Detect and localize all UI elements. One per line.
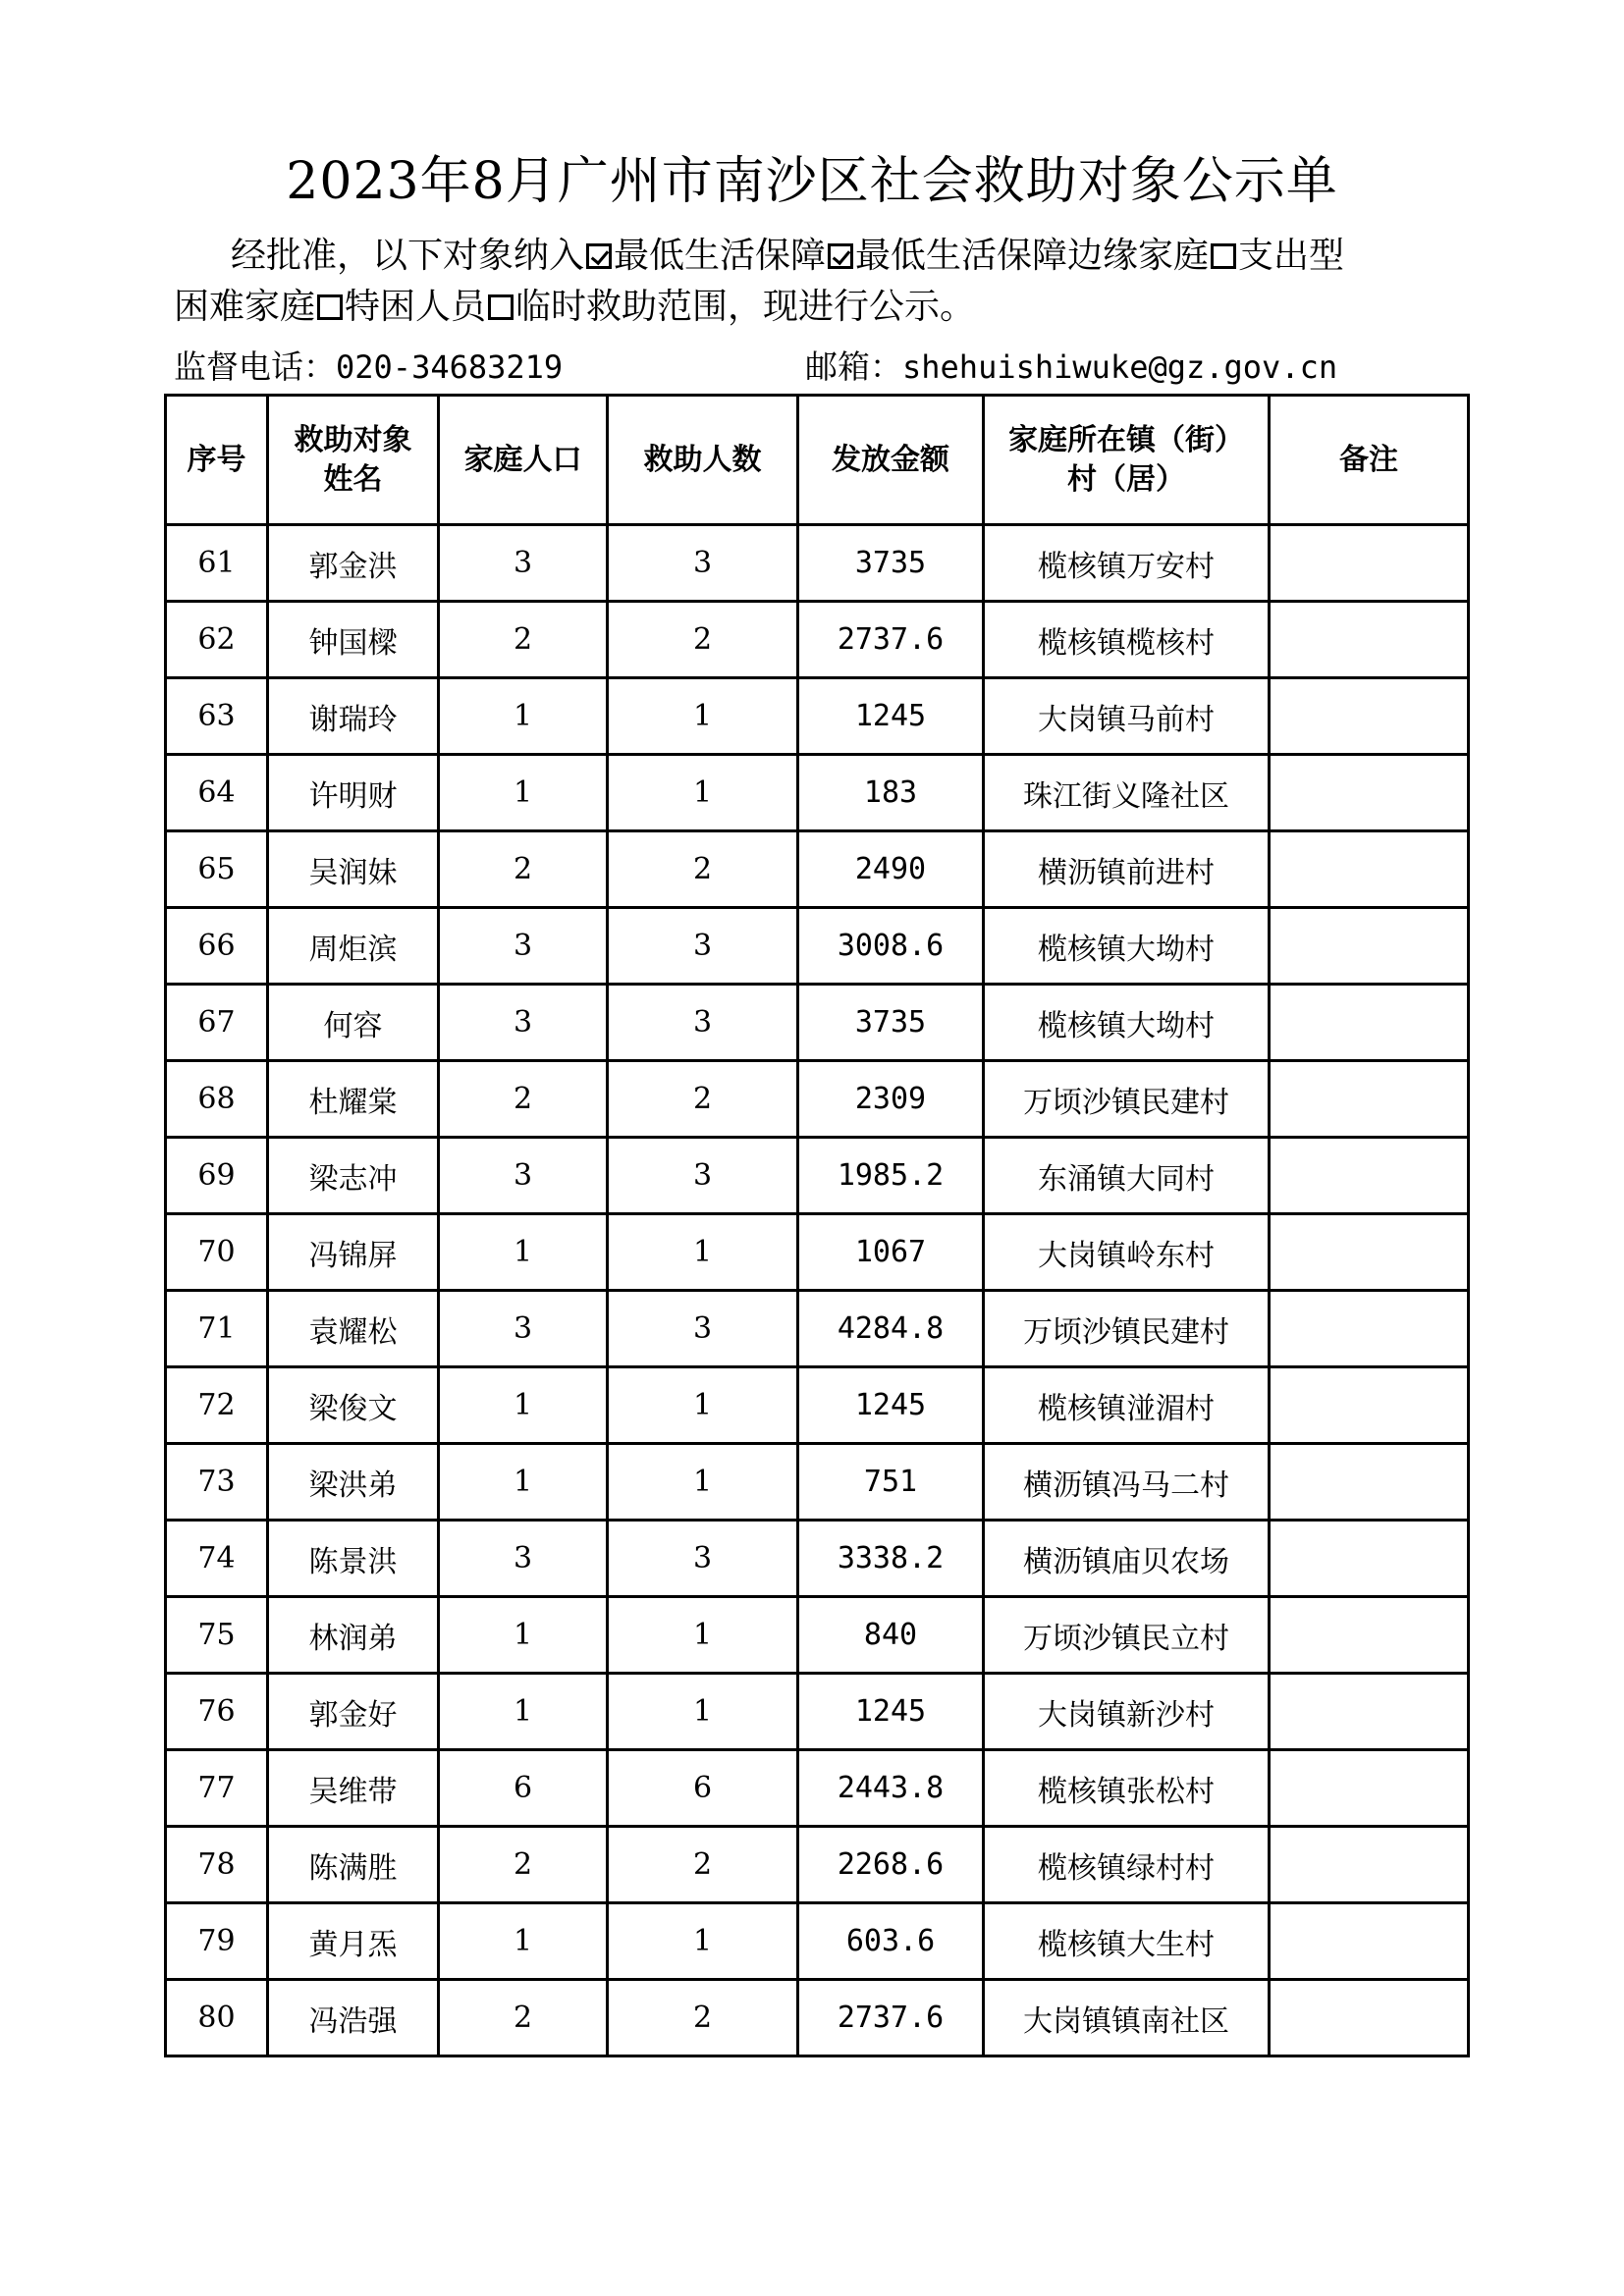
cell-remark [1270, 1444, 1469, 1521]
cell-remark [1270, 1597, 1469, 1674]
header-address: 家庭所在镇（街） 村（居） [984, 396, 1270, 525]
cell-name: 谢瑞玲 [268, 678, 439, 755]
cell-family: 1 [439, 755, 608, 831]
cell-remark [1270, 831, 1469, 908]
cell-aided: 2 [608, 1827, 798, 1903]
cell-family: 1 [439, 1903, 608, 1980]
cell-aided: 2 [608, 602, 798, 678]
cell-name: 冯浩强 [268, 1980, 439, 2056]
cell-family: 3 [439, 1291, 608, 1367]
option-label-part: 困难家庭 [174, 287, 316, 327]
table-row [166, 908, 1469, 985]
cell-seq: 74 [166, 1521, 268, 1597]
cell-name: 梁俊文 [268, 1367, 439, 1444]
cell-amount: 3008.6 [798, 908, 984, 985]
header-family: 家庭人口 [439, 396, 608, 525]
page-title: 2023年8月广州市南沙区社会救助对象公示单 [286, 152, 1338, 211]
table-body [166, 525, 1469, 2056]
intro-prefix: 经批准，以下对象纳入 [231, 236, 585, 276]
cell-seq: 68 [166, 1061, 268, 1138]
table-row [166, 1674, 1469, 1750]
cell-name: 林润弟 [268, 1597, 439, 1674]
cell-address: 大岗镇新沙村 [984, 1674, 1270, 1750]
cell-seq: 69 [166, 1138, 268, 1214]
table-row [166, 985, 1469, 1061]
checkbox-unchecked-icon [488, 294, 514, 320]
intro-line-1 [174, 231, 1480, 282]
cell-address: 珠江街义隆社区 [984, 755, 1270, 831]
table-row [166, 602, 1469, 678]
cell-amount: 183 [798, 755, 984, 831]
recipients-table [164, 394, 1470, 2057]
table-row [166, 831, 1469, 908]
intro-line-2 [174, 282, 1480, 333]
cell-remark [1270, 678, 1469, 755]
cell-family: 2 [439, 831, 608, 908]
cell-aided: 1 [608, 1903, 798, 1980]
cell-name: 周炬滨 [268, 908, 439, 985]
option-label: 最低生活保障 [614, 236, 827, 276]
cell-remark [1270, 1061, 1469, 1138]
cell-seq: 61 [166, 525, 268, 602]
cell-aided: 3 [608, 908, 798, 985]
cell-address: 榄核镇绿村村 [984, 1827, 1270, 1903]
cell-amount: 2737.6 [798, 602, 984, 678]
cell-name: 许明财 [268, 755, 439, 831]
cell-seq: 75 [166, 1597, 268, 1674]
cell-remark [1270, 1291, 1469, 1367]
option-label-part: 支出型 [1238, 236, 1345, 276]
cell-family: 1 [439, 678, 608, 755]
cell-name: 陈满胜 [268, 1827, 439, 1903]
cell-amount: 751 [798, 1444, 984, 1521]
phone-line [174, 346, 563, 389]
cell-aided: 3 [608, 1291, 798, 1367]
cell-seq: 78 [166, 1827, 268, 1903]
cell-remark [1270, 1750, 1469, 1827]
table-row [166, 755, 1469, 831]
cell-family: 2 [439, 602, 608, 678]
cell-seq: 72 [166, 1367, 268, 1444]
cell-address: 榄核镇大坳村 [984, 985, 1270, 1061]
cell-family: 2 [439, 1061, 608, 1138]
email-label: 邮箱： [805, 347, 902, 386]
cell-family: 6 [439, 1750, 608, 1827]
table-row [166, 1980, 1469, 2056]
cell-family: 1 [439, 1674, 608, 1750]
header-seq: 序号 [166, 396, 268, 525]
cell-aided: 1 [608, 1674, 798, 1750]
cell-family: 3 [439, 1138, 608, 1214]
cell-address: 大岗镇岭东村 [984, 1214, 1270, 1291]
cell-aided: 1 [608, 1444, 798, 1521]
cell-amount: 2268.6 [798, 1827, 984, 1903]
table-row [166, 1903, 1469, 1980]
cell-amount: 2443.8 [798, 1750, 984, 1827]
cell-amount: 4284.8 [798, 1291, 984, 1367]
cell-family: 3 [439, 985, 608, 1061]
cell-name: 郭金好 [268, 1674, 439, 1750]
option-label: 特困人员 [345, 287, 487, 327]
cell-address: 大岗镇镇南社区 [984, 1980, 1270, 2056]
cell-amount: 3735 [798, 525, 984, 602]
cell-aided: 3 [608, 985, 798, 1061]
cell-aided: 2 [608, 831, 798, 908]
phone-label: 监督电话： [174, 347, 336, 386]
cell-name: 何容 [268, 985, 439, 1061]
cell-name: 钟国樑 [268, 602, 439, 678]
cell-seq: 62 [166, 602, 268, 678]
cell-aided: 6 [608, 1750, 798, 1827]
cell-amount: 2737.6 [798, 1980, 984, 2056]
cell-amount: 1245 [798, 1367, 984, 1444]
table-row [166, 525, 1469, 602]
cell-seq: 76 [166, 1674, 268, 1750]
table-row [166, 1138, 1469, 1214]
cell-remark [1270, 1674, 1469, 1750]
table-row [166, 1597, 1469, 1674]
cell-family: 3 [439, 525, 608, 602]
cell-family: 3 [439, 908, 608, 985]
email-line [805, 346, 1337, 389]
cell-remark [1270, 1980, 1469, 2056]
cell-remark [1270, 525, 1469, 602]
cell-address: 横沥镇冯马二村 [984, 1444, 1270, 1521]
cell-aided: 1 [608, 1597, 798, 1674]
cell-address: 大岗镇马前村 [984, 678, 1270, 755]
cell-address: 横沥镇前进村 [984, 831, 1270, 908]
cell-seq: 77 [166, 1750, 268, 1827]
table-row [166, 1061, 1469, 1138]
table-row [166, 678, 1469, 755]
table-row [166, 1444, 1469, 1521]
cell-aided: 1 [608, 1367, 798, 1444]
cell-seq: 73 [166, 1444, 268, 1521]
cell-seq: 65 [166, 831, 268, 908]
cell-address: 万顷沙镇民立村 [984, 1597, 1270, 1674]
cell-address: 横沥镇庙贝农场 [984, 1521, 1270, 1597]
intro-suffix: 范围，现进行公示。 [657, 287, 976, 327]
cell-remark [1270, 1521, 1469, 1597]
cell-name: 冯锦屏 [268, 1214, 439, 1291]
table-header-row [166, 396, 1469, 525]
cell-aided: 1 [608, 755, 798, 831]
cell-amount: 3735 [798, 985, 984, 1061]
cell-name: 杜耀棠 [268, 1061, 439, 1138]
cell-amount: 1067 [798, 1214, 984, 1291]
cell-family: 3 [439, 1521, 608, 1597]
checkbox-checked-icon [586, 243, 612, 269]
cell-remark [1270, 602, 1469, 678]
cell-family: 1 [439, 1214, 608, 1291]
cell-aided: 2 [608, 1061, 798, 1138]
cell-amount: 2309 [798, 1061, 984, 1138]
email-address: shehuishiwuke@gz.gov.cn [902, 348, 1338, 386]
cell-aided: 2 [608, 1980, 798, 2056]
cell-family: 1 [439, 1444, 608, 1521]
cell-name: 梁志冲 [268, 1138, 439, 1214]
header-amount: 发放金额 [798, 396, 984, 525]
cell-remark [1270, 1138, 1469, 1214]
cell-address: 东涌镇大同村 [984, 1138, 1270, 1214]
cell-address: 榄核镇张松村 [984, 1750, 1270, 1827]
table-row [166, 1521, 1469, 1597]
cell-name: 吴润妹 [268, 831, 439, 908]
cell-seq: 67 [166, 985, 268, 1061]
cell-address: 榄核镇万安村 [984, 525, 1270, 602]
cell-seq: 63 [166, 678, 268, 755]
cell-seq: 66 [166, 908, 268, 985]
cell-address: 榄核镇榄核村 [984, 602, 1270, 678]
cell-seq: 64 [166, 755, 268, 831]
cell-remark [1270, 1903, 1469, 1980]
table-row [166, 1827, 1469, 1903]
header-aided: 救助人数 [608, 396, 798, 525]
cell-remark [1270, 1367, 1469, 1444]
cell-amount: 840 [798, 1597, 984, 1674]
table-row [166, 1367, 1469, 1444]
cell-aided: 3 [608, 1521, 798, 1597]
header-name: 救助对象 姓名 [268, 396, 439, 525]
option-label: 最低生活保障边缘家庭 [855, 236, 1210, 276]
cell-seq: 71 [166, 1291, 268, 1367]
cell-address: 万顷沙镇民建村 [984, 1291, 1270, 1367]
cell-seq: 79 [166, 1903, 268, 1980]
cell-aided: 3 [608, 525, 798, 602]
cell-name: 黄月炁 [268, 1903, 439, 1980]
cell-seq: 70 [166, 1214, 268, 1291]
table-row [166, 1750, 1469, 1827]
cell-family: 2 [439, 1827, 608, 1903]
cell-remark [1270, 755, 1469, 831]
cell-amount: 1985.2 [798, 1138, 984, 1214]
checkbox-checked-icon [828, 243, 853, 269]
cell-name: 梁洪弟 [268, 1444, 439, 1521]
cell-family: 1 [439, 1367, 608, 1444]
cell-amount: 3338.2 [798, 1521, 984, 1597]
cell-remark [1270, 985, 1469, 1061]
cell-name: 郭金洪 [268, 525, 439, 602]
phone-number: 020-34683219 [336, 348, 564, 386]
cell-address: 万顷沙镇民建村 [984, 1061, 1270, 1138]
cell-family: 1 [439, 1597, 608, 1674]
cell-aided: 3 [608, 1138, 798, 1214]
cell-amount: 1245 [798, 678, 984, 755]
option-label: 临时救助 [515, 287, 658, 327]
cell-family: 2 [439, 1980, 608, 2056]
cell-address: 榄核镇大生村 [984, 1903, 1270, 1980]
cell-amount: 603.6 [798, 1903, 984, 1980]
cell-address: 榄核镇湴湄村 [984, 1367, 1270, 1444]
cell-remark [1270, 908, 1469, 985]
cell-name: 袁耀松 [268, 1291, 439, 1367]
checkbox-unchecked-icon [1211, 243, 1236, 269]
cell-name: 吴维带 [268, 1750, 439, 1827]
cell-aided: 1 [608, 1214, 798, 1291]
cell-address: 榄核镇大坳村 [984, 908, 1270, 985]
cell-seq: 80 [166, 1980, 268, 2056]
table-row [166, 1291, 1469, 1367]
cell-name: 陈景洪 [268, 1521, 439, 1597]
header-remark: 备注 [1270, 396, 1469, 525]
cell-remark [1270, 1214, 1469, 1291]
cell-aided: 1 [608, 678, 798, 755]
table-row [166, 1214, 1469, 1291]
intro-paragraph [174, 231, 1480, 333]
cell-amount: 1245 [798, 1674, 984, 1750]
cell-amount: 2490 [798, 831, 984, 908]
cell-remark [1270, 1827, 1469, 1903]
checkbox-unchecked-icon [317, 294, 343, 320]
